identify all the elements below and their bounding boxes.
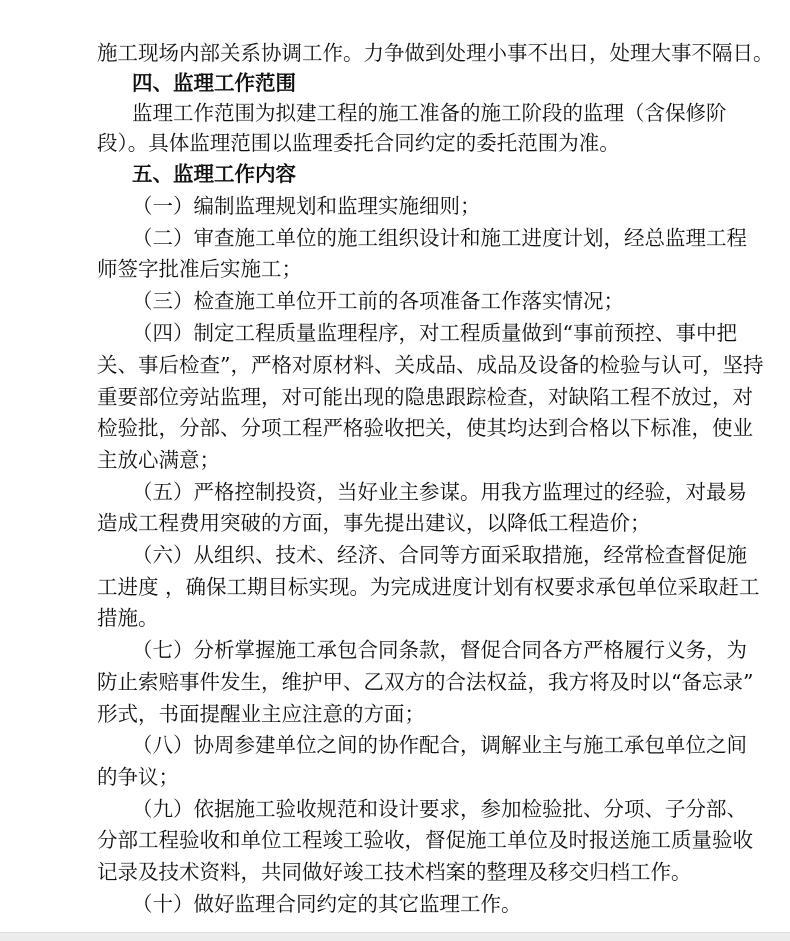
item-5-line-1: （五）严格控制投资，当好业主参谋。用我方监理过的经验，对最易 [132,480,747,504]
section-heading-content: 五、监理工作内容 [132,162,296,186]
item-6-line-3: 措施。 [97,606,159,630]
item-9-line-2: 分部工程验收和单位工程竣工验收，督促施工单位及时报送施工质量验收 [97,828,753,852]
body-line-3: 监理工作范围为拟建工程的施工准备的施工阶段的监理（含保修阶 [132,101,727,125]
item-7-line-2: 防止索赔事件发生，维护甲、乙双方的合法权益，我方将及时以“备忘录” [97,670,754,694]
item-4-line-2: 关、事后检查”，严格对原材料、关成品、成品及设备的检验与认可，坚持 [97,353,764,377]
item-1: （一）编制监理规划和监理实施细则； [132,194,481,218]
item-5-line-2: 造成工程费用突破的方面，事先提出建议，以降低工程造价； [97,511,651,535]
item-7-line-3: 形式，书面提醒业主应注意的方面； [97,702,425,726]
item-8-line-2: 的争议； [97,765,179,789]
body-line-1: 施工现场内部关系协调工作。力争做到处理小事不出日，处理大事不隔日。 [97,41,774,65]
item-4-line-3: 重要部位旁站监理，对可能出现的隐患跟踪检查，对缺陷工程不放过，对 [97,385,753,409]
item-4-line-5: 主放心满意； [97,448,220,472]
item-8-line-1: （八）协周参建单位之间的协作配合，调解业主与施工承包单位之间 [132,733,747,757]
item-2-line-1: （二）审查施工单位的施工组织设计和施工进度计划，经总监理工程 [132,226,747,250]
item-6-line-2: 工进度 ，确保工期目标实现。为完成进度计划有权要求承包单位采取赶工 [97,575,760,599]
item-2-line-2: 师签字批准后实施工； [97,257,302,281]
section-heading-scope: 四、监理工作范围 [132,71,296,95]
item-4-line-4: 检验批，分部、分项工程严格验收把关，使其均达到合格以下标准，使业 [97,416,753,440]
item-10: （十）做好监理合同约定的其它监理工作。 [132,892,522,916]
item-4-line-1: （四）制定工程质量监理程序，对工程质量做到“事前预控、事中把 [132,321,737,345]
item-3: （三）检查施工单位开工前的各项准备工作落实情况； [132,289,624,313]
item-9-line-3: 记录及技术资料，共同做好竣工技术档案的整理及移交归档工作。 [97,860,692,884]
item-9-line-1: （九）依据施工验收规范和设计要求，参加检验批、分项、子分部、 [132,797,747,821]
item-7-line-1: （七）分析掌握施工承包合同条款，督促合同各方严格履行义务，为 [132,638,747,662]
item-6-line-1: （六）从组织、技术、经济、合同等方面采取措施，经常检查督促施 [132,543,747,567]
body-line-4: 段）。具体监理范围以监理委托合同约定的委托范围为准。 [97,131,620,155]
